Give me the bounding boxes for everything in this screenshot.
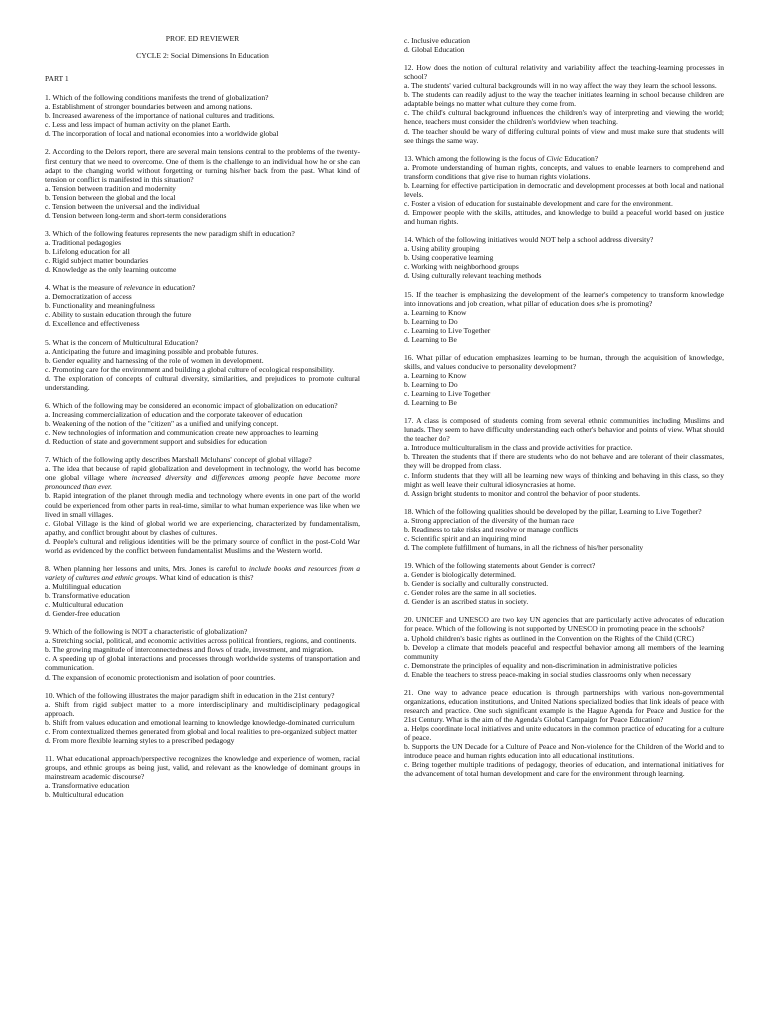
answer-option: b. Readiness to take risks and resolve or manage conflicts bbox=[404, 524, 579, 534]
answer-option: c. A speeding up of global interactions and processes through worldwide systems of transportation and communication. bbox=[45, 654, 360, 673]
answer-option: d. Assign bright students to monitor and control the behavior of poor students. bbox=[404, 488, 641, 498]
question-stem: 12. How does the notion of cultural relativity and variability affect the teaching-learning processes in school? bbox=[404, 63, 724, 82]
answer-option: c. Inclusive education bbox=[404, 36, 471, 45]
question-block bbox=[404, 353, 724, 407]
question-block bbox=[404, 561, 724, 606]
answer-option: c. Global Village is the kind of global world we are experiencing, characterized by fundamentalism, apathy, and conflict brought about by clashes of cultures. bbox=[45, 518, 360, 537]
answer-option: c. New technologies of information and communication create new approaches to learning bbox=[45, 428, 319, 438]
answer-option: b. Learning to Do bbox=[404, 316, 458, 326]
answer-option: b. Multicultural education bbox=[45, 790, 124, 800]
answer-option: d. The expansion of economic protectionism and isolation of poor countries. bbox=[45, 672, 276, 682]
answer-option: c. Promoting care for the environment and building a global culture of ecological responsibility. bbox=[45, 364, 335, 374]
answer-option: b. Rapid integration of the planet through media and technology where events in one part of the world could be experienced from other parts in real-time, similar to what human experience was like when we lived in small villages. bbox=[45, 491, 360, 519]
answer-option: d. Learning to Be bbox=[404, 334, 457, 344]
question-block bbox=[45, 564, 360, 618]
question-stem: 17. A class is composed of students coming from several ethnic communities including Muslims and lunads. They seem to have difficulty understanding each other's behavior and points of view. What should the teacher do? bbox=[404, 416, 724, 444]
question-block bbox=[45, 455, 360, 555]
answer-option: a. Transformative education bbox=[45, 781, 130, 791]
question-stem: 19. Which of the following statements about Gender is correct? bbox=[404, 561, 596, 571]
part-heading: PART 1 bbox=[45, 74, 69, 84]
answer-option: b. Learning for effective participation in democratic and development processes at both local and national levels. bbox=[404, 180, 724, 199]
right-column bbox=[404, 36, 724, 787]
question-block bbox=[45, 338, 360, 392]
answer-option: a. Tension between tradition and modernity bbox=[45, 183, 176, 193]
answer-option: c. From contextualized themes generated from global and local realities to pre-organized subject matter bbox=[45, 726, 358, 736]
question-block bbox=[404, 290, 724, 344]
answer-option: d. Using culturally relevant teaching methods bbox=[404, 271, 542, 281]
question-block bbox=[45, 691, 360, 745]
answer-option: c. Less and less impact of human activity on the planet Earth. bbox=[45, 120, 231, 130]
answer-option: a. Learning to Know bbox=[404, 370, 467, 380]
answer-option: b. The growing magnitude of interconnectedness and flows of trade, investment, and migration. bbox=[45, 645, 334, 655]
question-stem: 14. Which of the following initiatives would NOT help a school address diversity? bbox=[404, 235, 654, 245]
question-block bbox=[45, 93, 360, 138]
answer-option: a. Introduce multiculturalism in the class and provide activities for practice. bbox=[404, 443, 633, 453]
document-subtitle: CYCLE 2: Social Dimensions In Education bbox=[136, 51, 269, 61]
question-block bbox=[404, 154, 724, 226]
answer-option: c. Inform students that they will all be learning new ways of thinking and behaving in this class, so they might as well leave their cultural idiosyncrasies at home. bbox=[404, 470, 724, 489]
answer-option: d. Knowledge as the only learning outcome bbox=[45, 265, 177, 275]
answer-option: a. Strong appreciation of the diversity of the human race bbox=[404, 515, 575, 525]
answer-option: c. Scientific spirit and an inquiring mind bbox=[404, 533, 527, 543]
document-title: PROF. ED REVIEWER bbox=[165, 34, 240, 43]
answer-option: a. Using ability grouping bbox=[404, 244, 480, 254]
answer-option: d. The complete fulfillment of humans, in all the richness of his/her personality bbox=[404, 542, 644, 552]
answer-option: b. Functionality and meaningfulness bbox=[45, 301, 155, 311]
question-block bbox=[404, 416, 724, 497]
question-stem: 6. Which of the following may be considered an economic impact of globalization on education? bbox=[45, 400, 338, 410]
answer-option: c. Foster a vision of education for sustainable development and care for the environment. bbox=[404, 198, 673, 208]
question-block bbox=[45, 627, 360, 681]
answer-option: c. Working with neighborhood groups bbox=[404, 262, 519, 272]
answer-option: b. Supports the UN Decade for a Culture of Peace and Non-violence for the Children of the World and to introduce peace and human rights education into all educational institutions. bbox=[404, 742, 724, 761]
answer-option: a. The idea that because of rapid globalization and development in technology, the world has become one global village where increased diversity and differences among people have become more pronounced than ever. bbox=[45, 464, 360, 492]
answer-option: c. Rigid subject matter boundaries bbox=[45, 256, 149, 266]
question-stem: 8. When planning her lessons and units, Mrs. Jones is careful to include books and resources from a variety of cultures and ethnic groups. What kind of education is this? bbox=[45, 563, 361, 582]
question-stem: 20. UNICEF and UNESCO are two key UN agencies that are particularly active advocates of education for peace. Which of the following is not supported by UNESCO in promoting peace in the schools? bbox=[404, 615, 724, 634]
answer-option: a. Promote understanding of human rights, concepts, and values to enable learners to comprehend and transform conditions that give rise to human rights violations. bbox=[404, 162, 724, 181]
answer-option: a. Helps coordinate local initiatives and unite educators in the common practice of educating for a culture of peace. bbox=[404, 724, 724, 743]
emphasized-text: relevance bbox=[123, 283, 153, 293]
emphasized-text: increased diversity and differences among people have become more pronounced than ever. bbox=[45, 473, 360, 492]
answer-option: d. Gender-free education bbox=[45, 609, 121, 619]
answer-option: b. Weakening of the notion of the "citizen" as a unified and unifying concept. bbox=[45, 419, 279, 429]
question-stem: 15. If the teacher is emphasizing the development of the learner's competency to transform knowledge into innovations and job creation, what pillar of education does s/he is promoting? bbox=[404, 289, 724, 308]
question-block bbox=[404, 615, 724, 678]
answer-option: a. Multilingual education bbox=[45, 582, 122, 591]
answer-option: a. The students' varied cultural backgrounds will in no way affect the way they learn the school lessons. bbox=[404, 81, 717, 91]
document-header bbox=[45, 34, 360, 60]
answer-option: c. The child's cultural background influences the children's way of interpreting and viewing the world; hence, teachers must consider the children's worldview when teaching. bbox=[404, 108, 724, 127]
question-stem: 1. Which of the following conditions manifests the trend of globalization? bbox=[45, 93, 269, 103]
question-stem: 18. Which of the following qualities should be developed by the pillar, Learning to Live Together? bbox=[404, 506, 702, 516]
answer-option: b. Gender equality and harnessing of the role of women in development. bbox=[45, 355, 264, 365]
answer-option: b. Lifelong education for all bbox=[45, 247, 130, 257]
question-block bbox=[45, 283, 360, 328]
answer-option: d. Learning to Be bbox=[404, 398, 457, 408]
answer-option: b. Develop a climate that models peaceful and respectful behavior among all members of the learning community bbox=[404, 642, 724, 661]
answer-option: b. The students can readily adjust to the way the teacher initiates learning in school because children are adaptable beings no matter what culture they come from. bbox=[404, 90, 724, 109]
question-stem: 7. Which of the following aptly describes Marshall Mcluhans' concept of global village? bbox=[45, 455, 312, 465]
question-block bbox=[45, 147, 360, 219]
question-stem: 3. Which of the following features represents the new paradigm shift in education? bbox=[45, 228, 295, 238]
question-stem: 11. What educational approach/perspective recognizes the knowledge and experience of women, racial groups, and ethnic groups as being just, valid, and relevant as the knowledge of dominant groups in mainstream academic discourse? bbox=[45, 754, 360, 782]
question-block bbox=[45, 754, 360, 799]
answer-option: a. Stretching social, political, and economic activities across political frontiers, regions, and continents. bbox=[45, 636, 357, 646]
question-stem: 21. One way to advance peace education is through partnerships with various non-governmental organizations, education institutions, and United Nations specialized bodies that link ideals of peace with research and practice. One such significant example is the Hague Agenda for Peace and Justice for the 21st Century. What is the aim of the Agenda's Global Campaign for Peace Education? bbox=[404, 687, 724, 724]
answer-option: d. From more flexible learning styles to a prescribed pedagogy bbox=[45, 735, 235, 745]
question-stem: 13. Which among the following is the focus of Civic Education? bbox=[404, 153, 599, 163]
answer-option: a. Shift from rigid subject matter to a more interdisciplinary and multidisciplinary pedagogical approach. bbox=[45, 699, 360, 718]
question-block bbox=[45, 401, 360, 446]
question-block bbox=[404, 63, 724, 144]
answer-option: c. Demonstrate the principles of equality and non-discrimination in administrative policies bbox=[404, 660, 678, 670]
answer-option: c. Gender roles are the same in all societies. bbox=[404, 588, 537, 598]
answer-option: b. Learning to Do bbox=[404, 380, 458, 390]
answer-option: d. Excellence and effectiveness bbox=[45, 319, 140, 329]
answer-option: c. Tension between the universal and the individual bbox=[45, 201, 200, 211]
answer-option: c. Learning to Live Together bbox=[404, 389, 491, 399]
emphasized-text: include books and resources from a variety of cultures and ethnic groups bbox=[45, 563, 361, 582]
left-column bbox=[45, 34, 360, 808]
answer-option: d. Enable the teachers to stress peace-making in social studies classrooms only when necessary bbox=[404, 669, 692, 679]
answer-option: d. Gender is an ascribed status in society. bbox=[404, 597, 529, 607]
question-block bbox=[404, 235, 724, 280]
answer-option: b. Shift from values education and emotional learning to knowledge knowledge-dominated curriculum bbox=[45, 717, 355, 727]
question-block bbox=[404, 507, 724, 552]
answer-option: d. The exploration of concepts of cultural diversity, similarities, and prejudices to promote cultural understanding. bbox=[45, 373, 360, 392]
answer-option: d. Tension between long-term and short-term considerations bbox=[45, 210, 227, 220]
answer-option: d. Reduction of state and government support and subsidies for education bbox=[45, 437, 267, 447]
answer-option: b. Increased awareness of the importance of national cultures and traditions. bbox=[45, 111, 275, 121]
answer-option: d. Empower people with the skills, attitudes, and knowledge to build a peaceful world based on justice and human rights. bbox=[404, 207, 724, 227]
answer-option: b. Tension between the global and the local bbox=[45, 192, 176, 202]
answer-option: c. Multicultural education bbox=[45, 600, 124, 610]
answer-option: a. Democratization of access bbox=[45, 292, 132, 302]
emphasized-text: Civic bbox=[546, 153, 563, 163]
answer-option: d. The incorporation of local and national economies into a worldwide global bbox=[45, 129, 279, 139]
question-block bbox=[45, 229, 360, 274]
answer-option: b. Transformative education bbox=[45, 591, 130, 601]
answer-option: a. Traditional pedagogies bbox=[45, 237, 122, 247]
answer-option: d. The teacher should be wary of differing cultural points of view and must make sure that students will see things the same way. bbox=[404, 126, 724, 145]
answer-option: d. People's cultural and religious identities will be the primary source of conflict in the post-Cold War world as evidenced by the conflict between fundamentalist Muslims and the Western world. bbox=[45, 536, 360, 555]
answer-option: a. Uphold children's basic rights as outlined in the Convention on the Rights of the Child (CRC) bbox=[404, 633, 694, 643]
question-stem: 10. Which of the following illustrates the major paradigm shift in education in the 21st century? bbox=[45, 690, 335, 700]
continued-options bbox=[404, 36, 724, 54]
answer-option: a. Establishment of stronger boundaries between and among nations. bbox=[45, 102, 253, 112]
answer-option: d. Global Education bbox=[404, 45, 465, 55]
answer-option: c. Learning to Live Together bbox=[404, 325, 491, 335]
answer-option: a. Gender is biologically determined. bbox=[404, 570, 516, 580]
answer-option: c. Bring together multiple traditions of pedagogy, theories of education, and international initiatives for the advancement of total human development and care for the environment through learning. bbox=[404, 760, 724, 779]
answer-option: b. Threaten the students that if there are students who do not behave and are tolerant of their classmates, they will be dropped from class. bbox=[404, 452, 724, 471]
question-stem: 2. According to the Delors report, there are several main tensions central to the problems of the twenty-first century that we need to overcome. One of them is the challenge to an individual how he or she can adapt to the changing world without forgetting or turning his/her back from the past. What kind of tension or conflict is manifested in this situation? bbox=[45, 147, 360, 184]
answer-option: a. Learning to Know bbox=[404, 307, 467, 317]
answer-option: a. Anticipating the future and imagining possible and probable futures. bbox=[45, 346, 259, 356]
question-block bbox=[404, 688, 724, 778]
answer-option: b. Using cooperative learning bbox=[404, 253, 494, 263]
answer-option: a. Increasing commercialization of education and the corporate takeover of education bbox=[45, 410, 303, 420]
question-stem: 4. What is the measure of relevance in education? bbox=[45, 283, 196, 293]
answer-option: b. Gender is socially and culturally constructed. bbox=[404, 579, 549, 589]
answer-option: c. Ability to sustain education through the future bbox=[45, 310, 192, 320]
question-stem: 16. What pillar of education emphasizes learning to be human, through the acquisition of knowledge, skills, and values conducive to personality development? bbox=[404, 352, 724, 371]
question-stem: 9. Which of the following is NOT a characteristic of globalization? bbox=[45, 627, 248, 637]
question-stem: 5. What is the concern of Multicultural Education? bbox=[45, 337, 199, 347]
